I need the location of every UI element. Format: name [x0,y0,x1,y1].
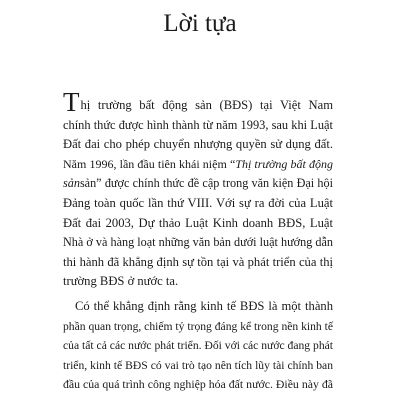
text-line [63,87,333,117]
text-line: của tất cả các nước phát triển. Đối với các nước đang phát [63,339,333,353]
text-line: chính thức được hình thành từ năm 1993, sau khi Luật [63,117,333,132]
text-line [63,155,333,175]
text-line: trường BĐS ở nước ta. [63,274,179,289]
italic-term: sản [63,176,80,191]
text-line: Đất đai cho phép chuyển nhượng quyền sử dụng đất. [63,137,333,152]
paragraph-2 [63,297,333,395]
text-line: thi hành đã khẳng định sự tồn tại và phát triển của thị [63,254,333,269]
text-line-content: Có thể khẳng định rằng kinh tế BĐS là một thành [75,298,333,313]
text-line [63,174,333,194]
text-line: triển, kinh tế BĐS có vai trò tạo nên tích lũy tài chính ban [63,358,333,372]
text-line: đầu của quá trình công nghiệp hóa đất nước. Điều này đã [63,377,333,392]
text-line-content: sản” được chính thức đề cập trong văn kiện Đại hội [79,176,333,191]
italic-term: Thị trường bất động [235,156,333,171]
text-line-content: hị trường bất động sản (BĐS) tại Việt Nam [80,98,333,112]
drop-cap: T [63,87,80,117]
text-line [63,297,333,317]
text-line: Đảng toàn quốc lần thứ VIII. Với sự ra đời của Luật [63,195,333,210]
text-line-content: Năm 1996, lần đầu tiên khái niệm “ [63,156,236,171]
text-line: Nhà ở và hàng loạt những văn bản dưới luật hướng dẫn [63,235,333,250]
page-title: Lời tựa [163,10,237,37]
text-line: phần quan trọng, chiếm tỷ trọng đáng kể trong nền kinh tế [63,319,333,333]
preface-body [63,87,333,395]
paragraph-1 [63,87,333,292]
text-line: Đất đai 2003, Dự thảo Luật Kinh doanh BĐS, Luật [63,215,333,230]
